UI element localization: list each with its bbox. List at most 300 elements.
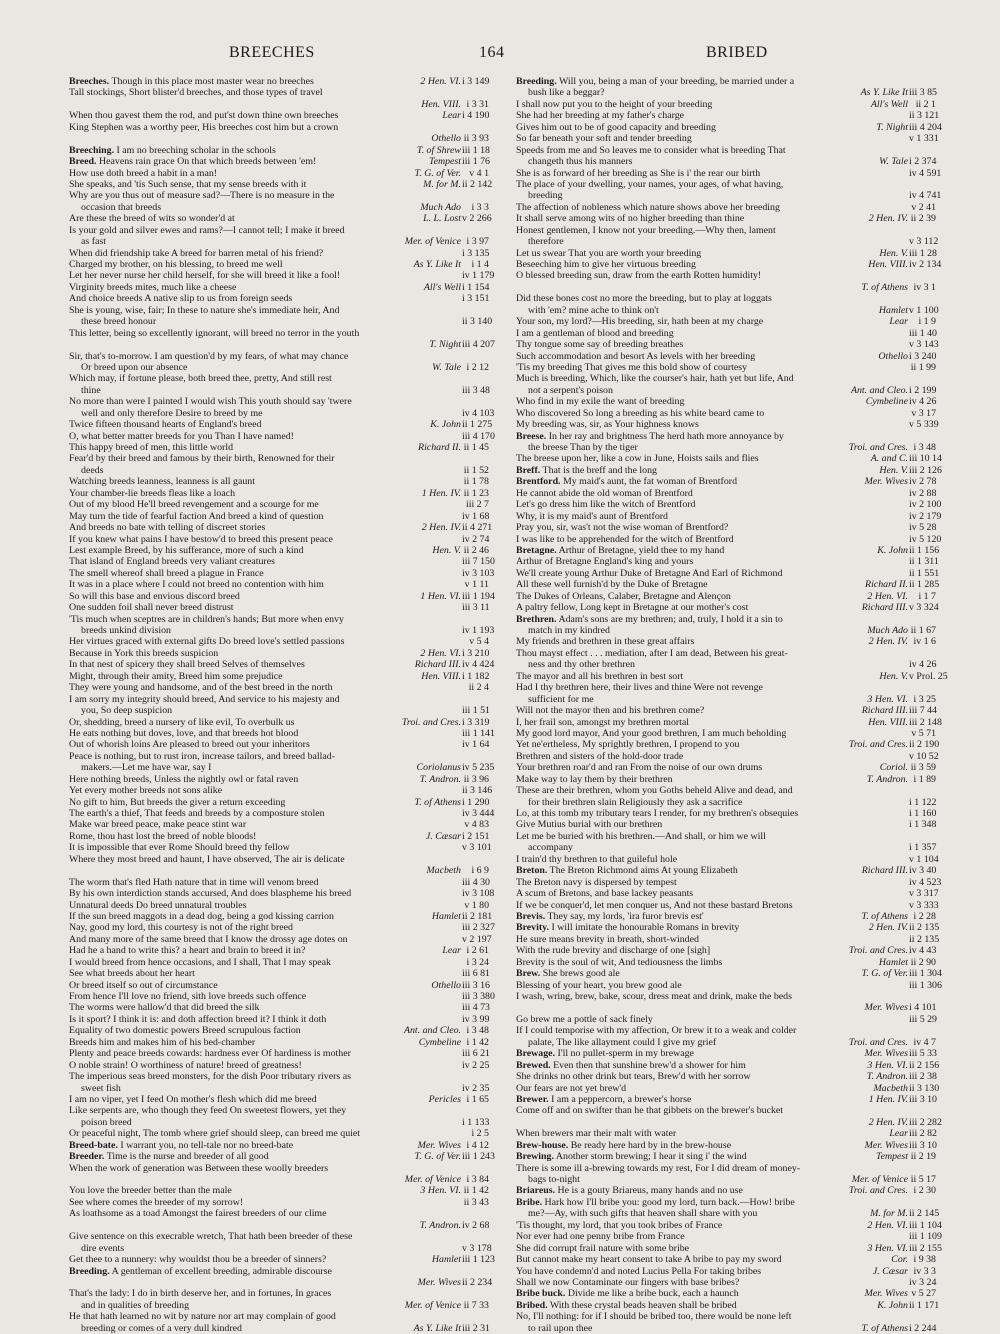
- concordance-line: [69, 1254, 495, 1266]
- quotation-body: occasion that breeds: [81, 201, 162, 213]
- act-scene-line: v 1 104: [909, 853, 939, 865]
- concordance-line: [516, 351, 936, 362]
- quotation-body: Which may, if fortune please, both breed thee, pretty, And still rest: [69, 373, 332, 385]
- quotation-body: Heavens rain grace On that which breeds between 'em!: [99, 156, 317, 168]
- quotation-text: [516, 579, 708, 590]
- act-scene-line: iv 3 99: [462, 1013, 490, 1025]
- concordance-line: [69, 190, 489, 201]
- concordance-line: [516, 1185, 936, 1196]
- quotation-body: Where they most breed and haunt, I have observed, The air is delicate: [69, 853, 345, 865]
- quotation-body: He sure means brevity in breath, short-winded: [516, 933, 699, 945]
- concordance-line: [69, 362, 489, 373]
- concordance-line: [69, 579, 489, 590]
- play-reference: As Y. Like It: [858, 87, 908, 98]
- quotation-body: Arthur of Bretagne England's king and yours: [516, 556, 694, 568]
- concordance-line: [69, 476, 489, 487]
- concordance-line: [69, 1288, 489, 1299]
- concordance-line: [69, 225, 489, 236]
- quotation-body: Divide me like a bribe buck, each a haunch: [567, 1288, 739, 1300]
- act-scene-line: iii 3 380: [462, 991, 495, 1002]
- act-scene-line: ii 3 121: [909, 110, 940, 122]
- concordance-line: [69, 819, 489, 830]
- act-scene-line: iii 2 31: [462, 1322, 490, 1334]
- quotation-body: changeth thus his manners: [528, 156, 633, 168]
- act-scene-line: iv 2 25: [462, 1059, 490, 1071]
- concordance-line: [516, 488, 936, 499]
- act-scene-line: iii 2 327: [462, 922, 495, 934]
- headword: Breed.: [69, 156, 97, 168]
- act-scene-line: ii 1 551: [909, 567, 940, 579]
- act-scene-line: iii 4 30: [462, 876, 490, 888]
- quotation-text: [69, 819, 246, 830]
- quotation-text: [516, 1105, 783, 1116]
- quotation-body: Or, shedding, breed a nursery of like evil, To overbulk us: [69, 716, 295, 728]
- quotation-body: Arthur of Bretagne, yield thee to my hand: [558, 544, 725, 556]
- quotation-text: [516, 1300, 737, 1311]
- quotation-body: A scum of Bretons, and base lackey peasants: [516, 888, 694, 900]
- quotation-text: [516, 591, 731, 602]
- act-scene-line: iii 7 44: [909, 705, 937, 717]
- quotation-body: Thy tongue some say of breeding breathes: [516, 339, 684, 351]
- quotation-body: But cannot make my heart consent to take A bribe to pay my sword: [516, 1254, 782, 1266]
- quotation-body: Peace is nothing, but to rust iron, increase tailors, and breed ballad-: [69, 750, 335, 762]
- play-reference: As Y. Like It: [411, 1323, 461, 1334]
- act-scene-line: iv 2 68: [462, 1219, 490, 1231]
- act-scene-line: ii 5 17: [910, 1174, 936, 1185]
- play-reference: Othello: [875, 351, 908, 362]
- play-reference: 2 Hen. VI.: [417, 76, 461, 87]
- quotation-text: [69, 168, 217, 179]
- quotation-body: With these crystal beads heaven shall be bribed: [549, 1299, 737, 1311]
- concordance-line: [516, 831, 936, 842]
- quotation-body: And breeds no bate with telling of discreet stories: [69, 522, 266, 534]
- quotation-body: Time is the nurse and breeder of all good: [106, 1151, 269, 1163]
- quotation-body: Yet ne'ertheless, My sprightly brethren, I propend to you: [516, 739, 740, 751]
- concordance-line: [516, 1128, 936, 1139]
- quotation-body: Get thee to a nunnery: why wouldst thou be a breeder of sinners?: [69, 1254, 327, 1266]
- act-scene-line: ii 1 275: [462, 419, 493, 431]
- quotation-body: No gift to him, But breeds the giver a return exceeding: [69, 796, 286, 808]
- act-scene-line: i 3 97: [462, 236, 489, 247]
- concordance-line: [516, 236, 939, 248]
- quotation-body: It is impossible that ever Rome Should breed thy fellow: [69, 842, 290, 854]
- headword: Brevis.: [516, 910, 546, 922]
- concordance-line: [69, 545, 489, 556]
- quotation-text: [516, 328, 674, 339]
- quotation-text: [516, 694, 594, 705]
- act-scene-line: ii 2 145: [909, 1208, 940, 1220]
- quotation-body: Come off and on swifter than he that gibbets on the brewer's bucket: [516, 1105, 784, 1117]
- quotation-body: When the work of generation was Between these woolly breeders: [69, 1162, 329, 1174]
- concordance-line: [69, 682, 489, 693]
- play-reference: T. Night: [426, 339, 461, 350]
- act-scene-line: iii 4 73: [462, 1002, 490, 1014]
- quotation-body: He eats nothing but doves, love, and that breeds hot blood: [69, 727, 299, 739]
- quotation-body: bags to-night: [528, 1174, 580, 1185]
- act-scene-line: i 3 48: [909, 442, 936, 453]
- concordance-line: [69, 1231, 489, 1242]
- concordance-line: [516, 304, 939, 316]
- play-reference: Mer. Wives: [862, 1288, 908, 1299]
- quotation-body: She speaks, and 'tis Such sense, that my sense breeds with it: [69, 178, 307, 190]
- act-scene-line: i 6 9: [462, 865, 489, 876]
- quotation-body: The smell whereof shall breed a plague in France: [69, 567, 264, 579]
- act-scene-line: iii 2 148: [909, 716, 942, 728]
- running-head-right: BRIBED: [706, 44, 768, 61]
- concordance-line: [516, 373, 936, 384]
- quotation-text: [69, 213, 235, 224]
- quotation-text: [69, 236, 106, 247]
- quotation-text: [69, 785, 222, 796]
- act-scene-line: ii 1 99: [910, 361, 936, 373]
- quotation-text: [516, 179, 783, 190]
- quotation-body: No more than were I painted I would wish This youth should say 'twere: [69, 396, 352, 408]
- concordance-line: [69, 419, 493, 431]
- act-scene-line: i 1 122: [909, 796, 937, 808]
- quotation-body: Make war breed peace, make peace stint war: [69, 819, 247, 831]
- concordance-line: [69, 933, 492, 945]
- quotation-body: Why are you thus out of measure sad?—There is no measure in the: [69, 190, 335, 202]
- act-scene-line: ii 1 52: [463, 464, 489, 476]
- quotation-text: [69, 717, 295, 728]
- concordance-line: [69, 602, 489, 613]
- concordance-line: [516, 865, 936, 876]
- quotation-body: And many more of the same breed that I know the drossy age dotes on: [69, 933, 348, 945]
- act-scene-line: ii 2 39: [910, 213, 936, 225]
- act-scene-line: iii 2 82: [909, 1128, 937, 1140]
- quotation-text: [516, 705, 704, 716]
- quotation-body: Or peaceful night, The tomb where grief should sleep, can breed me quiet: [69, 1128, 361, 1140]
- quotation-text: [69, 476, 255, 487]
- quotation-body: O blessed breeding sun, draw from the earth Rotten humidity!: [516, 270, 762, 282]
- quotation-text: [69, 579, 324, 590]
- concordance-line: [69, 122, 489, 133]
- act-scene-line: ii 2 135: [909, 922, 940, 934]
- concordance-line: [69, 1105, 489, 1116]
- quotation-body: Beseeching him to give her virtuous breeding: [516, 259, 696, 270]
- quotation-body: It shall serve among wits of no higher breeding than thine: [516, 213, 745, 225]
- quotation-body: Lo, at this tomb my tributary tears I render, for my brethren's obsequies: [516, 808, 799, 819]
- act-scene-line: v 4 1: [462, 168, 489, 179]
- quotation-body: I am sorry my integrity should breed, And service to his majesty and: [69, 693, 340, 705]
- play-reference: Mer. Wives: [862, 1140, 908, 1151]
- act-scene-line: v 5 339: [909, 419, 939, 431]
- quotation-body: Charged my brother, on his blessing, to breed me well: [69, 259, 283, 270]
- concordance-line: [516, 1094, 936, 1105]
- act-scene-line: ii 1 311: [909, 556, 939, 568]
- concordance-line: [69, 614, 489, 625]
- act-scene-line: iii 6 81: [462, 968, 490, 980]
- play-reference: Tempest: [873, 1151, 908, 1162]
- act-scene-line: i 1 9: [909, 316, 936, 327]
- concordance-line: [69, 1300, 489, 1311]
- concordance-line: [69, 305, 489, 316]
- concordance-line: [516, 591, 936, 602]
- quotation-text: [516, 396, 684, 407]
- quotation-body: Gives him out to be of good capacity and breeding: [516, 121, 716, 133]
- quotation-body: as fast: [81, 236, 106, 248]
- act-scene-line: v 3 333: [909, 899, 939, 911]
- act-scene-line: i 2 28: [909, 911, 936, 922]
- quotation-text: [516, 751, 683, 762]
- concordance-line: [516, 179, 936, 190]
- act-scene-line: iii 1 104: [909, 1219, 942, 1231]
- quotation-body: The affection of nobleness which nature shows above her breeding: [516, 201, 780, 213]
- quotation-text: [516, 248, 701, 259]
- concordance-line: [69, 213, 492, 225]
- play-reference: W. Tale: [429, 362, 461, 373]
- quotation-text: [516, 568, 782, 579]
- concordance-line: [69, 385, 489, 396]
- quotation-body: Fear'd by their breed and famous by their birth, Renowned for their: [69, 453, 335, 465]
- quotation-text: [69, 1323, 242, 1334]
- quotation-text: [516, 1266, 761, 1277]
- concordance-line: [69, 831, 489, 842]
- quotation-text: [516, 991, 792, 1002]
- act-scene-line: iv 2 134: [909, 259, 942, 270]
- quotation-text: [69, 1105, 346, 1116]
- quotation-text: [69, 1163, 328, 1174]
- act-scene-line: i 2 244: [909, 1322, 937, 1334]
- quotation-body: 'Tis much when sceptres are in children's hands; But more when envy: [69, 613, 344, 625]
- quotation-text: [516, 293, 772, 304]
- play-reference: Hen. VIII.: [865, 259, 908, 270]
- concordance-line: [69, 248, 489, 259]
- quotation-text: [69, 1048, 351, 1059]
- play-reference: Lear: [886, 316, 908, 327]
- quotation-body: Are these the breed of wits so wonder'd at: [69, 213, 235, 225]
- concordance-line: [69, 762, 495, 774]
- quotation-text: [69, 442, 233, 453]
- quotation-body: Unnatural deeds Do breed unnatural troubles: [69, 899, 247, 911]
- play-reference: L. L. Lost: [420, 213, 461, 224]
- concordance-line: [69, 87, 489, 98]
- concordance-line: [516, 762, 936, 773]
- quotation-text: [69, 968, 195, 979]
- concordance-line: [69, 1266, 489, 1277]
- quotation-body: See what breeds about her heart: [69, 968, 195, 980]
- act-scene-line: v 2 41: [909, 202, 936, 213]
- quotation-text: [69, 1071, 351, 1082]
- quotation-body: As loathsome as a toad Amongst the fairest breeders of our clime: [69, 1208, 327, 1220]
- headword: Breese.: [516, 430, 547, 442]
- quotation-body: Twice fifteen thousand hearts of England's breed: [69, 419, 262, 431]
- act-scene-line: iii 1 18: [462, 144, 490, 156]
- quotation-text: [516, 831, 766, 842]
- quotation-body: therefore: [528, 236, 564, 248]
- concordance-line: [69, 945, 489, 956]
- play-reference: T. Andron.: [417, 1220, 461, 1231]
- quotation-text: [516, 865, 738, 876]
- headword: Brew.: [516, 968, 541, 980]
- act-scene-line: i 2 374: [909, 156, 937, 168]
- quotation-body: Your chamber-lie breeds fleas like a loach: [69, 487, 236, 499]
- act-scene-line: iii 3 10: [909, 1139, 937, 1151]
- act-scene-line: ii 2 190: [909, 739, 940, 751]
- concordance-line: [516, 1197, 936, 1208]
- quotation-body: Plenty and peace breeds cowards: hardness ever Of hardiness is mother: [69, 1048, 351, 1060]
- play-reference: Macbeth: [870, 1083, 908, 1094]
- right-column: [516, 76, 948, 1334]
- quotation-text: [69, 659, 305, 670]
- quotation-text: [516, 728, 786, 739]
- concordance-line: [69, 1185, 489, 1196]
- concordance-line: [69, 774, 489, 785]
- act-scene-line: i 3 48: [462, 1025, 489, 1036]
- concordance-line: [516, 888, 939, 900]
- quotation-body: May turn the tide of fearful faction And breed a kind of question: [69, 510, 324, 522]
- quotation-text: [516, 922, 739, 933]
- quotation-body: She did corrupt frail nature with some bribe: [516, 1242, 690, 1254]
- concordance-line: [516, 1025, 936, 1036]
- quotation-text: [516, 671, 683, 682]
- act-scene-line: i 2 61: [462, 945, 489, 956]
- quotation-text: [69, 419, 261, 430]
- act-scene-line: iv 2 35: [462, 1082, 490, 1094]
- quotation-body: Equality of two domestic powers Breed scrupulous faction: [69, 1025, 301, 1037]
- quotation-text: [69, 1094, 317, 1105]
- quotation-body: I will imitate the honourable Romans in brevity: [551, 922, 740, 934]
- quotation-body: You love the breeder better than the male: [69, 1185, 232, 1197]
- concordance-line: [69, 957, 489, 968]
- quotation-text: [516, 351, 755, 362]
- quotation-body: They were young and handsome, and of the best breed in the north: [69, 682, 333, 694]
- quotation-text: [69, 591, 240, 602]
- act-scene-line: iii 6 21: [462, 1048, 490, 1060]
- concordance-line: [69, 625, 495, 636]
- act-scene-line: ii 2 46: [463, 544, 489, 556]
- act-scene-line: v 3 324: [909, 602, 939, 614]
- quotation-text: [516, 785, 793, 796]
- act-scene-line: iii 5 29: [909, 1013, 937, 1025]
- act-scene-line: iii 1 306: [909, 979, 942, 991]
- quotation-text: [69, 156, 316, 167]
- quotation-body: King Stephen was a worthy peer, His breeches cost him but a crown: [69, 121, 339, 133]
- concordance-line: [516, 1254, 936, 1265]
- quotation-body: me?—Ay, with such gifts that heaven shall share with you: [528, 1208, 758, 1220]
- act-scene-line: v 1 80: [462, 900, 489, 911]
- quotation-text: [69, 568, 264, 579]
- concordance-line: [516, 442, 936, 453]
- act-scene-line: iv 1 64: [462, 739, 490, 751]
- quotation-text: [516, 1128, 676, 1139]
- quotation-text: [516, 717, 689, 728]
- concordance-line: [516, 190, 942, 202]
- headword: Brewage.: [516, 1048, 556, 1060]
- play-reference: Ant. and Cleo.: [401, 1025, 461, 1036]
- quotation-text: [69, 602, 234, 613]
- quotation-body: Who discovered So long a breeding as his white beard came to: [516, 407, 765, 419]
- play-reference: Troi. and Cres.: [399, 717, 461, 728]
- quotation-text: [69, 545, 304, 556]
- quotation-text: [516, 270, 761, 281]
- concordance-line: [69, 671, 489, 682]
- act-scene-line: v 2 197: [462, 933, 492, 945]
- play-reference: Hamlet: [429, 911, 461, 922]
- concordance-line: [69, 1163, 489, 1174]
- concordance-line: [516, 774, 936, 785]
- play-reference: 1 Hen. IV.: [419, 488, 461, 499]
- concordance-line: [516, 968, 942, 980]
- play-reference: T. G. of Ver.: [412, 1151, 461, 1162]
- act-scene-line: iv 4 43: [909, 945, 937, 957]
- act-scene-line: i 1 65: [462, 1094, 489, 1105]
- quotation-body: If I could temporise with my affection, Or brew it to a weak and colder: [516, 1025, 797, 1037]
- quotation-body: Let her never nurse her child herself, for she will breed it like a fool!: [69, 270, 341, 282]
- quotation-body: Sir, that's to-morrow. I am question'd by my fears, of what may chance: [69, 350, 349, 362]
- quotation-body: No, I'll nothing: for if I should be bribed too, there would be none left: [516, 1311, 792, 1323]
- concordance-line: [69, 865, 489, 876]
- quotation-body: O noble strain! O worthiness of nature! breed of greatness!: [69, 1059, 302, 1071]
- quotation-body: Hark how I'll bribe you: good my lord, turn back.—How! bribe: [544, 1196, 795, 1208]
- quotation-text: [516, 968, 620, 979]
- concordance-line: [516, 1231, 942, 1243]
- play-reference: A. and C.: [868, 453, 908, 464]
- quotation-text: [516, 739, 739, 750]
- play-reference: 1 Hen. IV.: [866, 1094, 908, 1105]
- headword: Brevity.: [516, 922, 550, 934]
- play-reference: 2 Hen. IV.: [866, 1117, 908, 1128]
- play-reference: Richard III.: [859, 602, 908, 613]
- concordance-line: [516, 270, 936, 281]
- quotation-text: [516, 808, 798, 819]
- concordance-line: [516, 1323, 936, 1334]
- quotation-text: [69, 1083, 121, 1094]
- quotation-text: [69, 774, 298, 785]
- act-scene-line: ii 2 90: [910, 956, 936, 968]
- quotation-text: [69, 431, 294, 442]
- concordance-line: [69, 854, 489, 865]
- quotation-body: I shall now put you to the height of your breeding: [516, 98, 713, 110]
- concordance-line: [516, 202, 936, 213]
- play-reference: T. of Shrew: [414, 145, 461, 156]
- play-reference: 3 Hen. VI.: [864, 694, 908, 705]
- act-scene-line: iii 1 141: [462, 727, 495, 739]
- quotation-text: [69, 739, 310, 750]
- concordance-line: [69, 145, 489, 156]
- play-reference: Richard III.: [412, 659, 461, 670]
- quotation-body: I am a gentleman of blood and breeding: [516, 327, 674, 339]
- quotation-body: Honest gentlemen, I know not your breeding.—Why then, lament: [516, 224, 776, 236]
- act-scene-line: v 4 83: [462, 819, 489, 830]
- concordance-line: [69, 1323, 489, 1334]
- quotation-text: [516, 453, 759, 464]
- concordance-line: [516, 156, 936, 167]
- headword: Bribe buck.: [516, 1288, 566, 1300]
- quotation-text: [516, 225, 776, 236]
- quotation-text: [69, 1014, 326, 1025]
- act-scene-line: i 2 199: [909, 384, 937, 396]
- concordance-line: [516, 957, 936, 968]
- concordance-line: [69, 534, 489, 545]
- quotation-text: [516, 762, 762, 773]
- quotation-body: Though in this place most master wear no breeches: [111, 76, 314, 87]
- concordance-line: [69, 522, 493, 534]
- concordance-line: [516, 385, 936, 396]
- act-scene-line: ii 2 19: [910, 1151, 936, 1163]
- quotation-text: [69, 1128, 360, 1139]
- quotation-text: [516, 1094, 691, 1105]
- quotation-body: Tall stockings, Short blister'd breeches, and those types of travel: [69, 87, 323, 99]
- act-scene-line: i 2 12: [462, 362, 489, 373]
- quotation-body: palate, The like allayment could I give my grief: [528, 1036, 717, 1048]
- play-reference: T. Andron.: [864, 774, 908, 785]
- act-scene-line: iii 1 109: [909, 1231, 942, 1243]
- quotation-body: Why, it is my maid's aunt of Brentford: [516, 510, 668, 522]
- concordance-line: [516, 682, 936, 693]
- quotation-body: poison breed: [81, 1116, 132, 1128]
- quotation-text: [516, 1060, 746, 1071]
